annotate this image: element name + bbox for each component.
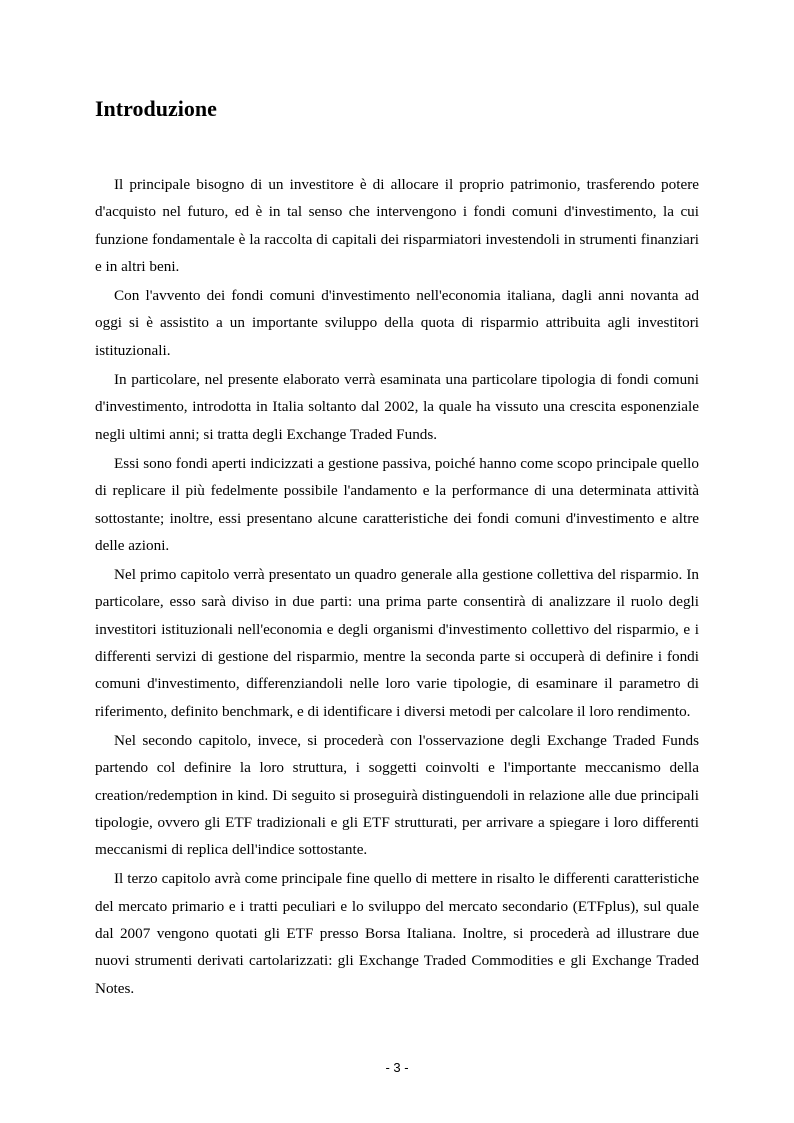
paragraph: Con l'avvento dei fondi comuni d'investimento nell'economia italiana, dagli anni novanta ad oggi si è assistito a un importante sviluppo della quota di risparmio attribuita agli investitori istituzionali. [95, 287, 699, 359]
body-text [95, 171, 699, 1004]
paragraph: Nel primo capitolo verrà presentato un quadro generale alla gestione collettiva del risparmio. In particolare, esso sarà diviso in due parti: una prima parte consentirà di analizzare il ruolo degli investitori istituzionali nell'economia e degli organismi d'investimento collettivo del risparmio, e i differenti servizi di gestione del risparmio, mentre la seconda parte si occuperà di definire i fondi comuni d'investimento, differenziandoli nelle loro varie tipologie, di esaminare il parametro di riferimento, definito benchmark, e di identificare i diversi metodi per calcolare il loro rendimento. [95, 566, 699, 720]
paragraph: Nel secondo capitolo, invece, si procederà con l'osservazione degli Exchange Traded Funds partendo col definire la loro struttura, i soggetti coinvolti e l'importante meccanismo della creation/redemption in kind. Di seguito si proseguirà distinguendoli in relazione alle due principali tipologie, ovvero gli ETF tradizionali e gli ETF strutturati, per arrivare a spiegare i loro differenti meccanismi di replica dell'indice sottostante. [95, 731, 699, 859]
page-title: Introduzione [95, 96, 217, 121]
paragraph: Il principale bisogno di un investitore è di allocare il proprio patrimonio, trasferendo potere d'acquisto nel futuro, ed è in tal senso che intervengono i fondi comuni d'investimento, la cui funzione fondamentale è la raccolta di capitali dei risparmiatori investendoli in strumenti finanziari e in altri beni. [95, 176, 699, 275]
page-number: - 3 - [385, 1060, 409, 1075]
paragraph: Essi sono fondi aperti indicizzati a gestione passiva, poiché hanno come scopo principale quello di replicare il più fedelmente possibile l'andamento e la performance di una determinata attività sottostante; inoltre, essi presentano alcune caratteristiche dei fondi comuni d'investimento e altre delle azioni. [95, 454, 699, 554]
paragraph: In particolare, nel presente elaborato verrà esaminata una particolare tipologia di fondi comuni d'investimento, introdotta in Italia soltanto dal 2002, la quale ha vissuto una crescita esponenziale negli ultimi anni; si tratta degli Exchange Traded Funds. [95, 371, 699, 443]
paragraph: Il terzo capitolo avrà come principale fine quello di mettere in risalto le differenti caratteristiche del mercato primario e i tratti peculiari e lo sviluppo del mercato secondario (ETFplus), sul quale dal 2007 vengono quotati gli ETF presso Borsa Italiana. Inoltre, si procederà ad illustrare due nuovi strumenti derivati cartolarizzati: gli Exchange Traded Commodities e gli Exchange Traded Notes. [95, 870, 699, 997]
